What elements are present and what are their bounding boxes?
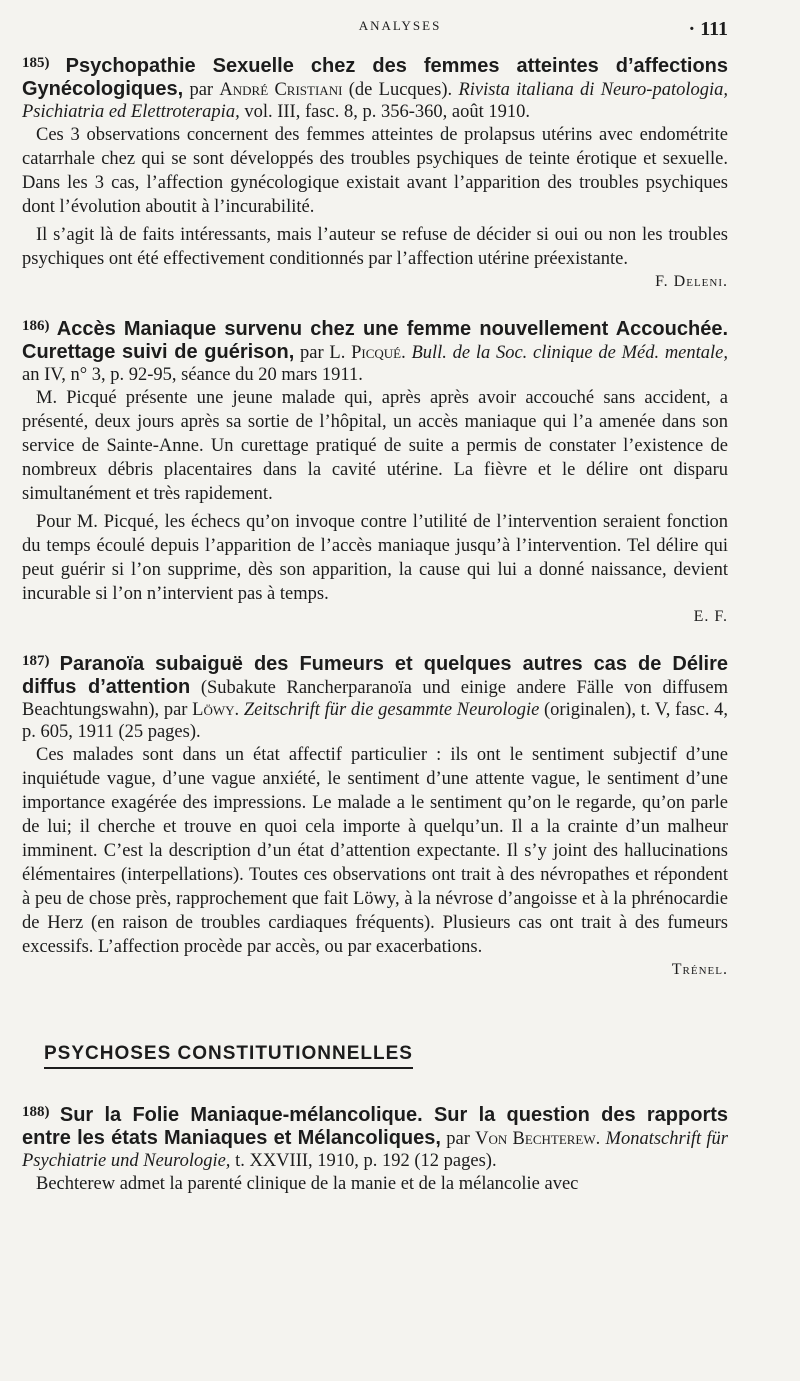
entry-paragraph: Ces 3 observations concernent des femmes atteintes de prolapsus utérins avec endométrite catarrhale chez qui se sont développés des troubles psychiques de teinte érotique et sexuelle. Dans les 3 cas, l’affection gynécologique existait avant l’apparition des troubles psychiques dont l’évolution aboutit à l’incurabilité. [22, 125, 728, 217]
entry-signature: E. F. [693, 608, 728, 625]
section-heading: PSYCHOSES CONSTITUTIONNELLES [44, 1043, 413, 1069]
entry-number: 186) [22, 318, 50, 334]
entry-heading: $^{185)}$ Psychopathie Sexuelle chez des femmes atteintes d’affections Gynécologiques, par André Cristiani (de Lucques). Rivista italiana di Neuro-patologia, Psichiatria ed Elettroterapia, vol. III, fasc. 8, p. 356-360, août 1910. [22, 55, 729, 122]
entry-paragraph: Ces malades sont dans un état affectif particulier : ils ont le sentiment subjectif d’une inquiétude vague, d’une vague anxiété, le sentiment d’une attente vague, le sentiment d’une importance exagérée des impressions. Le malade a le sentiment qu’on le regarde, qu’on parle de lui; il cherche et trouve en quoi cela importe à quelqu’un. Il a la crainte d’un malheur imminent. C’est la description d’un état d’attention expectante. Il s’y joint des hallucinations élémentaires (interpellations). Toutes ces observations ont trait à des névropathes et répondent à peu de chose près, rapprochement que fait Löwy, à la névrose d’angoisse et à la phrénocardie de Herz (en raison de troubles cardiaques fréquents). Plusieurs cas ont trait à des fumeurs excessifs. L’affection procède par accès, ou par exacerbations. [22, 745, 728, 957]
page-number: · 111 [688, 18, 728, 40]
entry-paragraph: Il s’agit là de faits intéressants, mais l’auteur se refuse de décider si oui ou non les troubles psychiques ont été effectivement conditionnés par l’affection utérine préexistante. [22, 225, 728, 269]
abstract-entry-187 [22, 650, 728, 981]
entry-paragraph: Pour M. Picqué, les échecs qu’on invoque contre l’utilité de l’intervention seraient fonction du temps écoulé depuis l’apparition de l’accès maniaque jusqu’à l’intervention. Tel délire qui peut guérir si l’on supprime, dès son apparition, la cause qui lui a donné naissance, devient incurable si l’on n’intervient pas à temps. [22, 512, 728, 604]
abstract-entry-188 [22, 1101, 728, 1196]
running-title: ANALYSES [358, 18, 442, 33]
entry-author: André Cristiani [219, 80, 343, 100]
entry-author: Von Bechterew [475, 1129, 596, 1149]
abstract-entry-186 [22, 315, 728, 628]
entry-signature: F. Deleni. [655, 273, 728, 290]
entry-heading: $^{186)}$ Accès Maniaque survenu chez une femme nouvellement Accouchée. Curettage suivi de guérison, par L. Picqué. Bull. de la Soc. clinique de Méd. mentale, an IV, n° 3, p. 92-95, séance du 20 mars 1911. [22, 318, 729, 385]
entry-number: 185) [22, 55, 50, 71]
entry-title: Sur la Folie Maniaque-mélancolique. Sur la question des rapports entre les états Maniaques et Mélancoliques, [22, 1104, 729, 1149]
entry-publication: Bull. de la Soc. clinique de Méd. mentale, [411, 343, 729, 363]
entry-author: L. Picqué [329, 343, 402, 363]
entry-heading: $^{187)}$ Paranoïa subaiguë des Fumeurs et quelques autres cas de Délire diffus d’attention (Subakute Rancherparanoïa und einige andere Fälle von diffusem Beachtungswahn), par Löwy. Zeitschrift für die gesammte Neurologie (originalen), t. V, fasc. 4, p. 605, 1911 (25 pages). [22, 653, 729, 742]
entry-author: Löwy [192, 700, 235, 720]
entry-title: Accès Maniaque survenu chez une femme nouvellement Accouchée. Curettage suivi de guérison, [22, 318, 728, 363]
entry-heading: $^{188)}$ Sur la Folie Maniaque-mélancolique. Sur la question des rapports entre les états Maniaques et Mélancoliques, par Von Bechterew. Monatschrift für Psychiatrie und Neurologie, t. XXVIII, 1910, p. 192 (12 pages). [22, 1104, 729, 1171]
entry-signature: Trénel. [671, 961, 728, 978]
running-head [0, 18, 800, 40]
entry-publication: Monatschrift für Psychiatrie und Neurologie, [22, 1129, 728, 1171]
entry-publication: Rivista italiana di Neuro-patologia, Psichiatria ed Elettroterapia, [22, 80, 728, 122]
entry-title: Psychopathie Sexuelle chez des femmes atteintes d’affections Gynécologiques, [22, 55, 729, 100]
entry-number: 188) [22, 1104, 50, 1120]
entry-publication: Zeitschrift für die gesammte Neurologie [243, 700, 540, 720]
page-content [22, 52, 728, 1218]
abstract-entry-185 [22, 52, 728, 293]
entry-paragraph: Bechterew admet la parenté clinique de la manie et de la mélancolie avec [36, 1174, 579, 1194]
entry-paragraph: M. Picqué présente une jeune malade qui, après après avoir accouché sans accident, a présenté, deux jours après sa sortie de l’hôpital, un accès maniaque qui l’a amenée dans son service de Sainte-Anne. Un curettage pratiqué de suite a permis de constater l’existence de nombreux débris placentaires dans la cavité utérine. La fièvre et le délire ont disparu simultanément et très rapidement. [22, 388, 728, 504]
entry-title: Paranoïa subaiguë des Fumeurs et quelques autres cas de Délire diffus d’attention [22, 653, 728, 698]
entry-number: 187) [22, 653, 50, 669]
